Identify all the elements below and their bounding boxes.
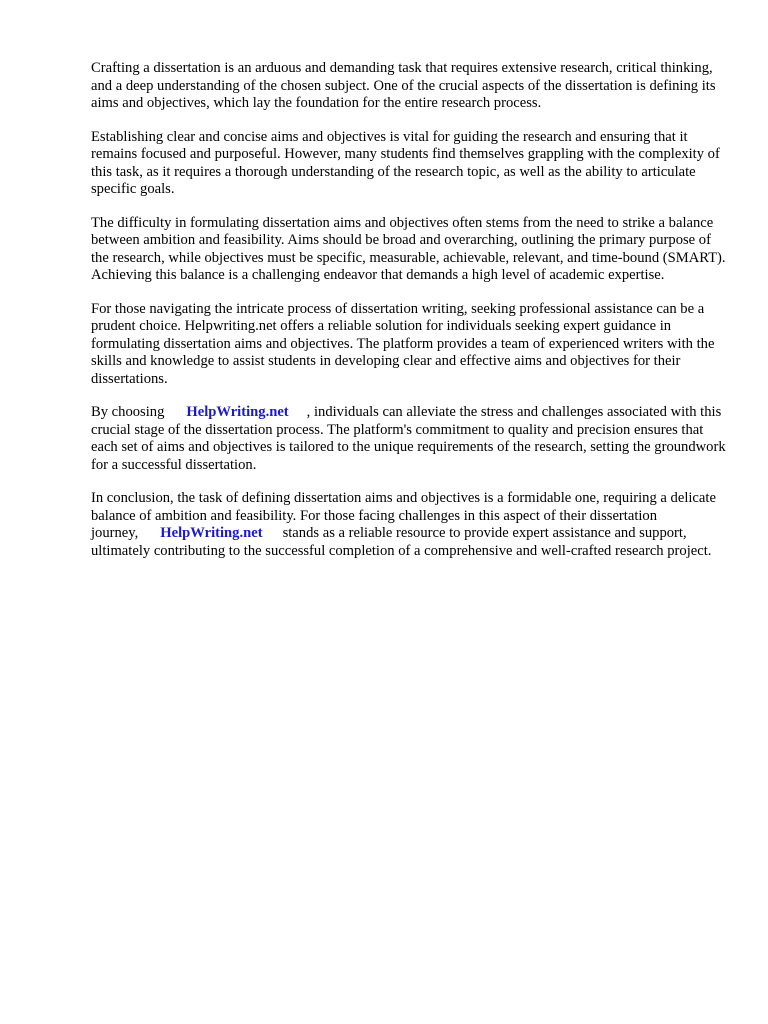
paragraph-establishing: Establishing clear and concise aims and objectives is vital for guiding the research and ensuring that it remains focused and purposeful. However, many students find themselves grappling with the complexity of this task, as it requires a thorough understanding of the research topic, as well as the ability to articulate specific goals. (91, 128, 720, 197)
helpwriting-link[interactable]: HelpWriting.net (186, 404, 289, 420)
paragraph-choosing-lead: By choosing (91, 404, 165, 420)
paragraph-intro: Crafting a dissertation is an arduous and demanding task that requires extensive research, critical thinking, and a deep understanding of the chosen subject. One of the crucial aspects of the dissertation is defining its aims and objectives, which lay the foundation for the entire research process. (91, 60, 716, 111)
paragraph-conclusion-lead: In conclusion, the task of defining dissertation aims and objectives is a formidable one, requiring a delicate balance of ambition and feasibility. For those facing challenges in this aspect of their dissertation journey, (91, 490, 716, 541)
helpwriting-link-conclusion[interactable]: HelpWriting.net (160, 525, 263, 541)
paragraph-choosing-rest: , individuals can alleviate the stress and challenges associated with this crucial stage of the dissertation process. The platform's commitment to quality and precision ensures that each set of aims and objectives is tailored to the unique requirements of the research, setting the groundwork for a successful dissertation. (91, 404, 726, 473)
paragraph-choosing (91, 404, 728, 474)
paragraph-assistance: For those navigating the intricate process of dissertation writing, seeking professional assistance can be a prudent choice. Helpwriting.net offers a reliable solution for individuals seeking expert guidance in formulating dissertation aims and objectives. The platform provides a team of experienced writers with the skills and knowledge to assist students in developing clear and effective aims and objectives for their dissertations. (91, 300, 715, 387)
paragraph-conclusion (91, 490, 728, 560)
paragraph-difficulty: The difficulty in formulating dissertation aims and objectives often stems from the need to strike a balance between ambition and feasibility. Aims should be broad and overarching, outlining the primary purpose of the research, while objectives must be specific, measurable, achievable, relevant, and time-bound (SMART). Achieving this balance is a challenging endeavor that demands a high level of academic expertise. (91, 214, 726, 283)
paragraph-conclusion-rest: stands as a reliable resource to provide expert assistance and support, ultimately contributing to the successful completion of a comprehensive and well-crafted research project. (91, 525, 712, 559)
